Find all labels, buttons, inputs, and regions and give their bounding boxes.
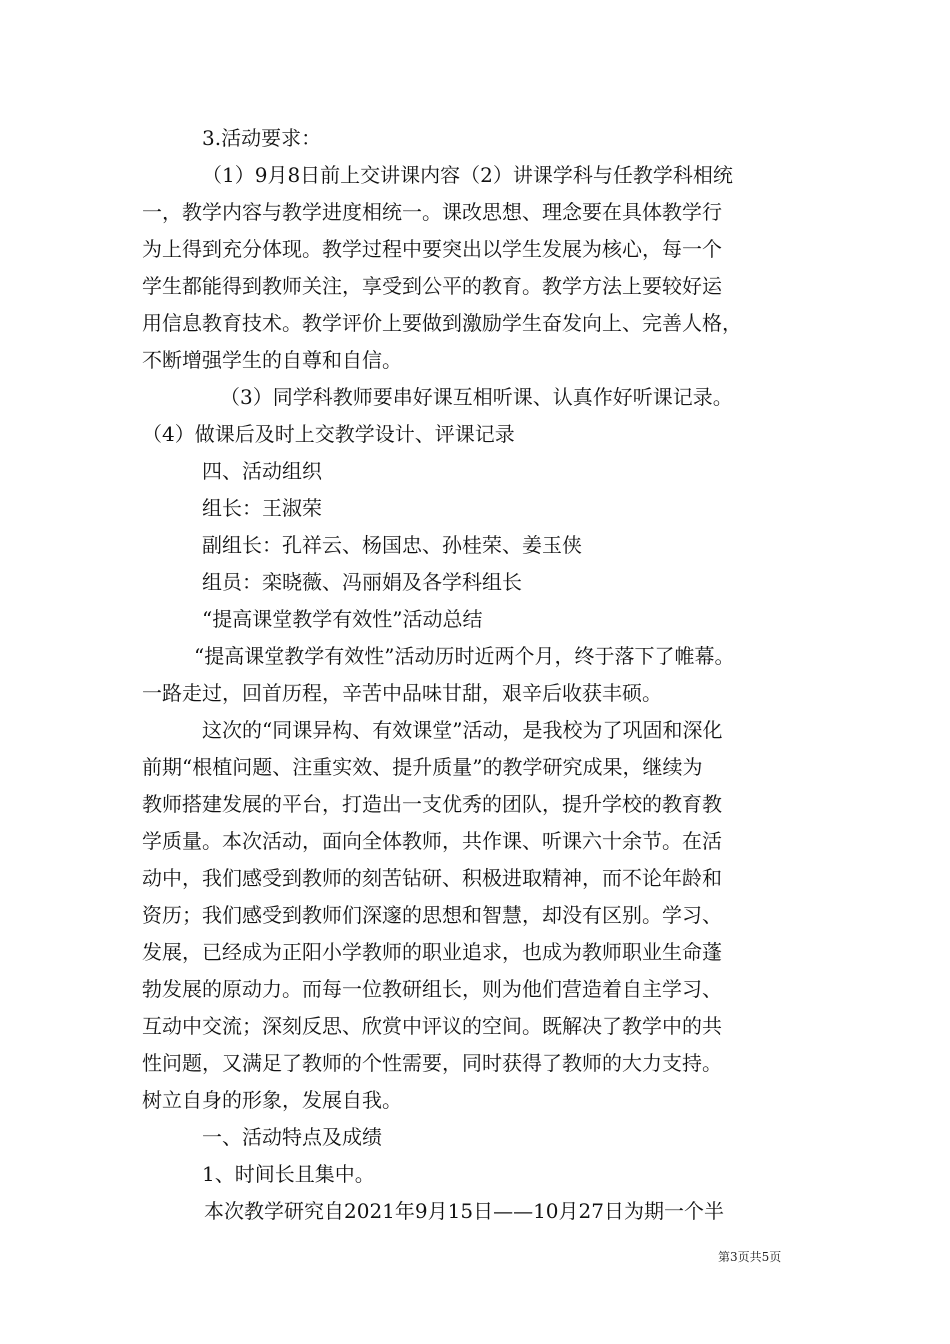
text-line: 组长：王淑荣 [202,496,322,520]
section-heading: 四、活动组织 [202,459,322,483]
text-line: 不断增强学生的自尊和自信。 [142,348,402,372]
summary-title: “提高课堂教学有效性”活动总结 [202,607,483,631]
text-line: （4）做课后及时上交教学设计、评课记录 [142,422,515,446]
text-line: 副组长：孔祥云、杨国忠、孙桂荣、姜玉侠 [202,533,582,557]
text-line: 用信息教育技术。教学评价上要做到激励学生奋发向上、完善人格， [142,311,742,335]
text-line: 性问题，又满足了教师的个性需要，同时获得了教师的大力支持。 [142,1051,722,1075]
text-line: （3）同学科教师要串好课互相听课、认真作好听课记录。 [220,385,733,409]
text-line: “提高课堂教学有效性”活动历时近两个月，终于落下了帷幕。 [194,644,735,668]
text-line: 发展，已经成为正阳小学教师的职业追求，也成为教师职业生命蓬 [142,940,722,964]
text-line: 一路走过，回首历程，辛苦中品味甘甜，艰辛后收获丰硕。 [142,681,662,705]
text-line: 学生都能得到教师关注，享受到公平的教育。教学方法上要较好运 [142,274,722,298]
text-line: （1）9月8日前上交讲课内容（2）讲课学科与任教学科相统 [202,163,733,187]
text-line: 学质量。本次活动，面向全体教师，共作课、听课六十余节。在活 [142,829,722,853]
text-line: 一，教学内容与教学进度相统一。课改思想、理念要在具体教学行 [142,200,722,224]
text-line: 动中，我们感受到教师的刻苦钻研、积极进取精神，而不论年龄和 [142,866,722,890]
text-line: 前期“根植问题、注重实效、提升质量”的教学研究成果，继续为 [142,755,703,779]
text-line: 本次教学研究自2021年9月15日——10月27日为期一个半 [204,1199,724,1223]
text-line: 3.活动要求： [202,126,322,150]
text-line: 这次的“同课异构、有效课堂”活动，是我校为了巩固和深化 [202,718,723,742]
text-line: 互动中交流；深刻反思、欣赏中评议的空间。既解决了教学中的共 [142,1014,722,1038]
text-line: 教师搭建发展的平台，打造出一支优秀的团队，提升学校的教育教 [142,792,722,816]
text-line: 勃发展的原动力。而每一位教研组长，则为他们营造着自主学习、 [142,977,722,1001]
text-line: 1、时间长且集中。 [202,1162,375,1186]
section-heading: 一、活动特点及成绩 [202,1125,382,1149]
text-line: 组员：栾晓薇、冯丽娟及各学科组长 [202,570,522,594]
page-number: 第3页共5页 [718,1250,782,1264]
text-line: 树立自身的形象，发展自我。 [142,1088,402,1112]
text-line: 资历；我们感受到教师们深邃的思想和智慧，却没有区别。学习、 [142,903,722,927]
text-line: 为上得到充分体现。教学过程中要突出以学生发展为核心，每一个 [142,237,722,261]
